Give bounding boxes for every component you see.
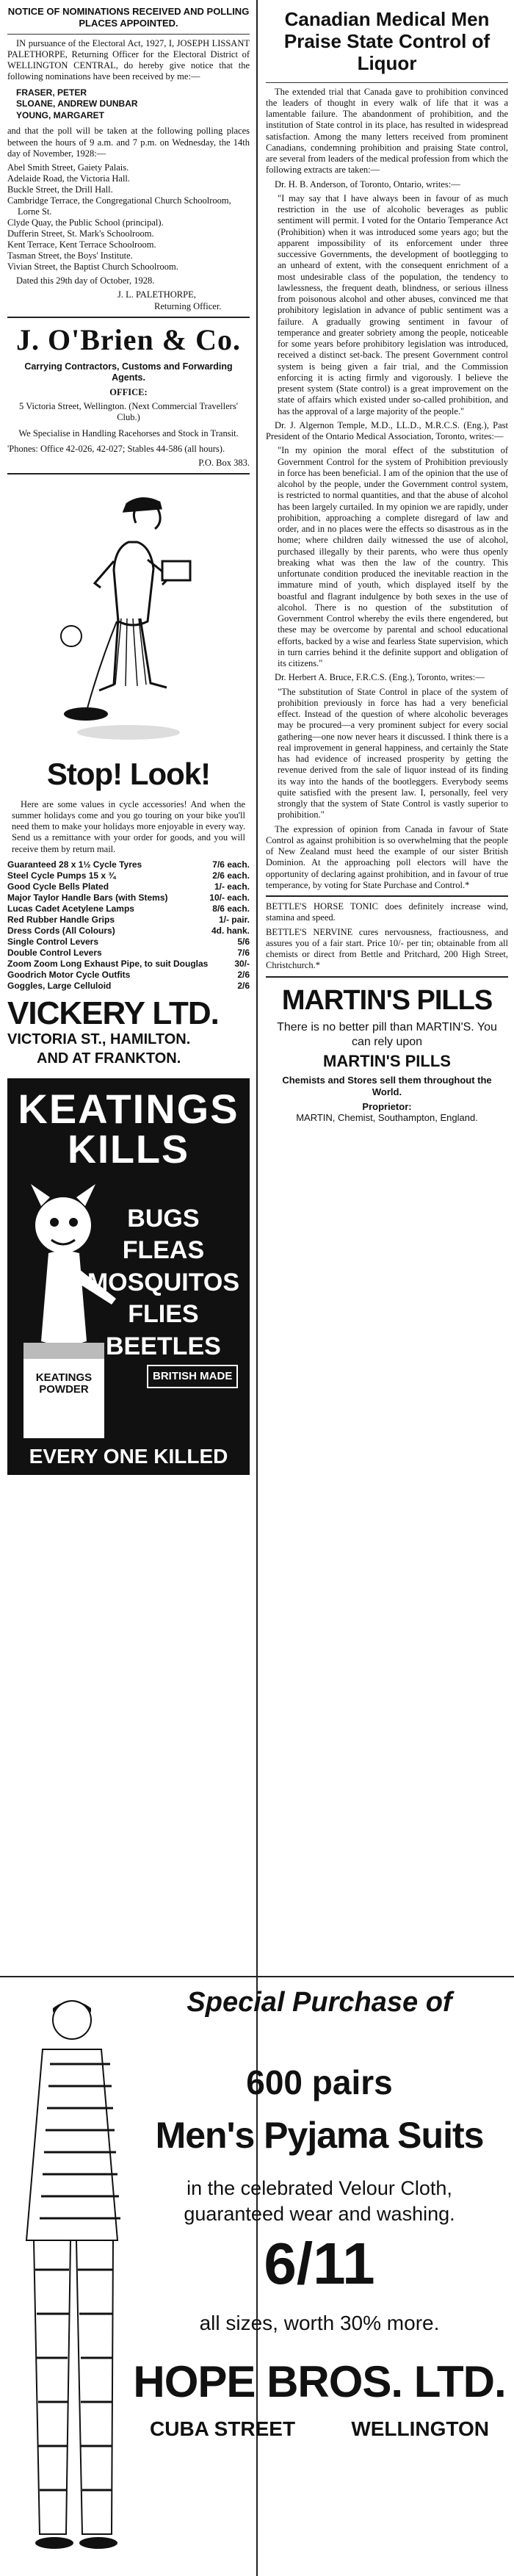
author-1: Dr. H. B. Anderson, of Toronto, Ontario, writes:— [275, 178, 460, 190]
hope-sizes: all sizes, worth 30% more. [199, 2312, 440, 2334]
polling-place: Dufferin Street, St. Mark's Schoolroom. [7, 228, 154, 239]
bettle-ad [266, 901, 508, 972]
price-item: Goggles, Large Celluloid 2/6 [7, 980, 250, 991]
obrien-name: J. O'Brien & Co. [16, 322, 241, 356]
keatings-kills: KILLS [68, 1127, 189, 1172]
vickery-name: VICKERY LTD. [7, 995, 219, 1031]
author-3: Dr. Herbert A. Bruce, F.R.C.S. (Eng.), Toronto, writes:— [275, 672, 485, 683]
price-item: Major Taylor Handle Bars (with Stems) 10/- each. [7, 892, 250, 903]
article-title: Canadian Medical Men Praise State Control of Liquor [283, 8, 491, 74]
vickery-body: Here are some values in cycle accessories! And when the summer holidays come and you go touring on your bike you'll need them to make your holidays more enjoyable in every way. Send us a remittance with your order for goods, and you will receive them by return mail. [12, 798, 245, 854]
price-item: Steel Cycle Pumps 15 x ¾ 2/6 each. [7, 870, 250, 881]
keatings-footer: EVERY ONE KILLED [29, 1444, 228, 1468]
obrien-ad [7, 322, 250, 469]
obrien-address: 5 Victoria Street, Wellington. (Next Commercial Travellers' Club.) [19, 401, 238, 423]
price-item: Zoom Zoom Long Exhaust Pipe, to suit Douglas 30/- [7, 958, 250, 969]
hope-bros-ad [0, 1976, 514, 2576]
polling-place: Buckle Street, the Drill Hall. [7, 184, 113, 195]
hope-cloth-line-2: guaranteed wear and washing. [184, 2203, 455, 2226]
martin-ad [266, 984, 508, 1125]
pest-item: BEETLES [106, 1332, 221, 1360]
british-made-badge: BRITISH MADE [147, 1365, 238, 1389]
notice-dated: Dated this 29th day of October, 1928. [16, 275, 155, 286]
quote-3: "The substitution of State Control in place of the system of prohibition previously in force has had a very beneficial effect. Instead of the question of where alcoholic beverages may be procured—a very prominent subject for every social gathering—one now never hears it discussed. I think there is a real improvement in general happiness, and certainly the State has had evidence of increased prosperity by getting the revenue derived from the sale of liquor instead of its finding its way into the hands of the bootleggers. Everybody seems quite satisfied with the present law. I, personally, feel very strongly that the system of State Control is vastly superior to prohibition." [278, 686, 508, 820]
martin-line-1: There is no better pill than MARTIN'S. You can rely upon [277, 1021, 497, 1048]
pest-item: MOSQUITOS [87, 1268, 239, 1296]
cycle-bell-icon [61, 626, 82, 646]
notice-signature-title: Returning Officer. [154, 300, 222, 311]
vickery-address-1: VICTORIA ST., HAMILTON. [7, 1031, 191, 1047]
notice-intro: IN pursuance of the Electoral Act, 1927, I, JOSEPH LISSANT PALETHORPE, Returning Officer for the Electoral District of WELLINGTON CENTRAL, do hereby give notice that the following nominations have been received by me:— [7, 37, 250, 82]
martin-brand: MARTIN'S PILLS [323, 1052, 451, 1071]
notice-title: NOTICE OF NOMINATIONS RECEIVED AND POLLING PLACES APPOINTED. [7, 6, 250, 29]
martin-title: MARTIN'S PILLS [281, 984, 493, 1016]
hope-cloth [132, 2176, 507, 2227]
article [266, 9, 508, 891]
keatings-tin-label: KEATINGS POWDER [35, 1371, 93, 1396]
price-list [7, 859, 250, 992]
obrien-phones: 'Phones: Office 42-026, 42-027; Stables 44-586 (all hours). [7, 443, 225, 454]
hope-address [132, 2417, 507, 2442]
bettle-nervine: BETTLE'S NERVINE cures nervousness, fractiousness, and assures you of a fair start. Price 10/- per tin; obtainable from all chemists or direct from Bettle and Pritchard, 200 High Street, Christchurch.* [266, 926, 508, 971]
candidate: FRASER, PETER [16, 87, 87, 98]
pest-item: BUGS [127, 1204, 200, 1233]
polling-place: Tasman Street, the Boys' Institute. [7, 250, 133, 261]
price-item: Guaranteed 28 x 1½ Cycle Tyres 7/6 each. [7, 859, 250, 870]
obrien-tagline: Carrying Contractors, Customs and Forwarding Agents. [24, 361, 233, 383]
poll-text: and that the poll will be taken at the following polling places between the hours of 9 a.m. and 7 p.m. on Wednesday, the 14th day of November, 1928:— [7, 126, 250, 159]
quote-1: "I may say that I have always been in favour of as much restriction in the use of alcoholic beverages as public sentiment will permit. I voted for the Ontario Temperance Act (Prohibition) when it was introduced some years ago; but the apparent impossibility of its enforcement under three successive Governments, the development of bootlegging to an unheard of extent, with the consequent enrichment of a most undesirable class of the population, the tendency to lawlessness, the frequent death, blindness, or serious illness from poisonous alcohol and other abuses, convinced me that prohibitory legislation in advance of public sentiment was a failure. A gradually growing sentiment in favour of temperance and greater sobriety among the people, noticeable for some years before prohibitory legislation was introduced, received a distinct set-back. The present Government control system is being given a fair trial, and the Commission enforcing it is acting firmly and vigorously. I believe the present system (State control) is a great improvement on the state of affairs which existed under so-called prohibition, and has the approval of a large majority of the people." [278, 192, 508, 416]
martin-proprietor-label: Proprietor: [362, 1100, 412, 1112]
price-item: Goodrich Motor Cycle Outfits 2/6 [7, 969, 250, 980]
obrien-pobox: P.O. Box 383. [198, 458, 250, 469]
keatings-ad [7, 1078, 250, 1475]
martin-line-2: Chemists and Stores sell them throughout the World. [282, 1074, 492, 1097]
obrien-specialise: We Specialise in Handling Racehorses and Stock in Transit. [18, 427, 239, 439]
vickery-address-2: AND AT FRANKTON. [37, 1050, 181, 1067]
candidate-list [16, 87, 250, 122]
hope-name: HOPE BROS. LTD. [133, 2357, 506, 2406]
obrien-office-label: OFFICE: [109, 386, 148, 397]
hope-pairs: 600 pairs [246, 2063, 393, 2101]
pest-item: FLEAS [122, 1236, 205, 1265]
price-item: Dress Cords (All Colours) 4d. hank. [7, 925, 250, 936]
pest-list [87, 1203, 239, 1363]
vickery-ad [7, 479, 250, 1067]
polling-place: Kent Terrace, Kent Terrace Schoolroom. [7, 239, 156, 250]
author-2: Dr. J. Algernon Temple, M.D., LL.D., M.R.C.S. (Eng.), Past President of the Ontario Medical Association, Toronto, writes:— [266, 419, 508, 442]
notice-block [7, 6, 250, 312]
hope-product: Men's Pyjama Suits [155, 2115, 484, 2156]
hope-city: WELLINGTON [351, 2417, 489, 2440]
pest-item: FLIES [128, 1300, 199, 1329]
polling-place: Vivian Street, the Baptist Church Schoolroom. [7, 261, 178, 273]
price-item: Double Control Levers 7/6 [7, 947, 250, 958]
price-item: Lucas Cadet Acetylene Lamps 8/6 each. [7, 903, 250, 914]
keatings-title: KEATINGS [18, 1085, 239, 1132]
notice-signature: J. L. PALETHORPE, [117, 289, 196, 300]
hope-special: Special Purchase of [187, 1987, 452, 2018]
quote-2: "In my opinion the moral effect of the substitution of Government Control for the system of Prohibition previously in force has been beneficial. I am of the opinion that the use of alcohol by the people, under the Government control system, is restricted to normal quantities, and that the abuse of alcohol has been largely curtailed. In my opinion we are rapidly, under prohibition, approaching a complete disregard of law and order, and in no places were the effects so disastrous as in the home; where children daily witnessed the use of alcohol, purchased illegally by their parents, who were thus openly breaking what was then the law of the country. This unfortunate condition produced the inevitable reaction in the immature mind of youth, which displayed itself by the boastful and flagrant indulgence by both sexes in the use of alcohol. There is no question of the substitution of Government Control whereby the evils there engendered, but these may be overcome by parental and school educational efforts, backed by a wise and fearless State supervision, which in turn carries behind it the definite support and obligation of its citizens." [278, 445, 508, 669]
polling-place: Adelaide Road, the Victoria Hall. [7, 173, 131, 184]
hope-cloth-line-1: in the celebrated Velour Cloth, [187, 2177, 452, 2199]
martin-proprietor: MARTIN, Chemist, Southampton, England. [296, 1112, 478, 1124]
hope-price: 6/11 [264, 2231, 375, 2296]
cyclist-illustration [18, 479, 239, 751]
polling-place: Abel Smith Street, Gaiety Palais. [7, 162, 129, 173]
polling-places [7, 162, 250, 273]
candidate: YOUNG, MARGARET [16, 109, 104, 120]
article-conclusion: The expression of opinion from Canada in favour of State Control as against prohibition is so overwhelming that the people of New Zealand must heed the example of our sister British Dominion. At the approaching poll electors will have the opportunity of declaring against prohibition, and in favour of true temperance, by voting for State Purchase and Control.* [266, 823, 508, 890]
price-item: Red Rubber Handle Grips 1/- pair. [7, 914, 250, 925]
polling-place: Clyde Quay, the Public School (principal). [7, 217, 164, 228]
price-item: Good Cycle Bells Plated 1/- each. [7, 881, 250, 892]
candidate: SLOANE, ANDREW DUNBAR [16, 98, 138, 109]
price-item: Single Control Levers 5/6 [7, 936, 250, 947]
article-intro: The extended trial that Canada gave to prohibition convinced the leaders of thought in every walk of life that it was a lamentable failure. The abandonment of prohibition, and the institution of State control in its place, has resulted in widespread satisfaction. Among the many letters received from prominent Canadians, condemning prohibition and praising State control, are several from leaders of the medical profession from which the following extracts are taken:— [266, 86, 508, 176]
polling-place: Cambridge Terrace, the Congregational Church Schoolroom, Lorne St. [7, 195, 231, 217]
bettle-tonic: BETTLE'S HORSE TONIC does definitely increase wind, stamina and speed. [266, 901, 508, 923]
stop-look-headline: Stop! Look! [46, 757, 211, 792]
pyjama-man-illustration [7, 1991, 140, 2564]
hope-street: CUBA STREET [150, 2417, 296, 2440]
